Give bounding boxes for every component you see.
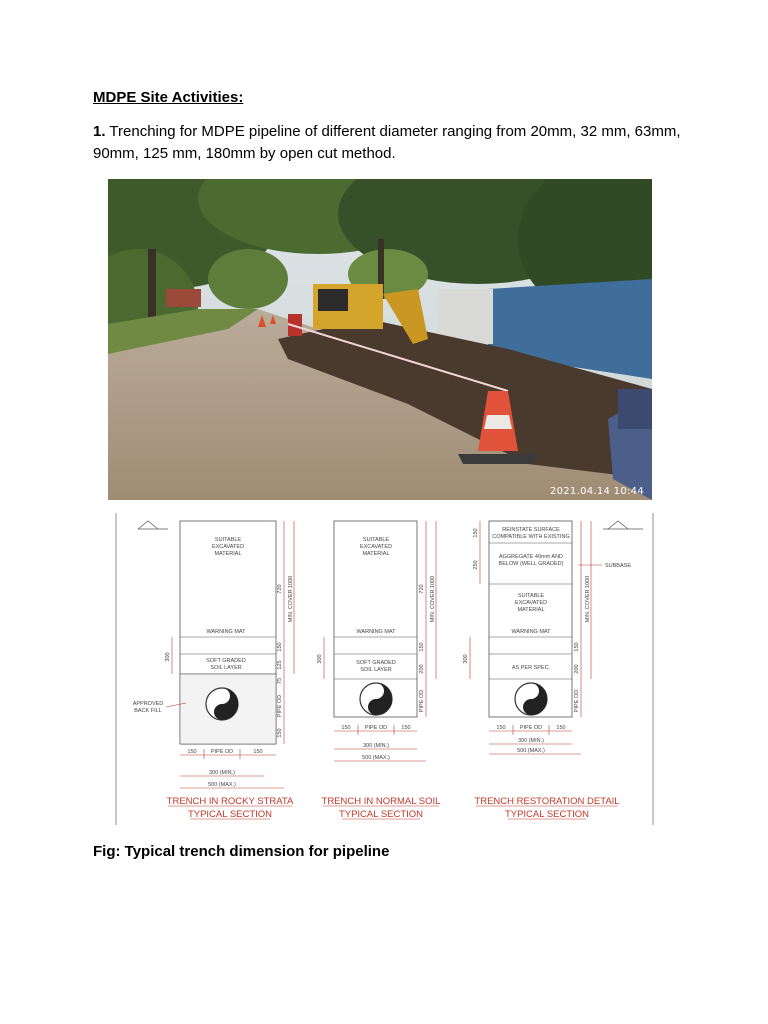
section-subtitle-2: TYPICAL SECTION [338, 809, 424, 820]
top-fill-line-2: EXCAVATED [359, 544, 393, 550]
dim-75: 75 [277, 677, 283, 685]
surface-line-1: REINSTATE SURFACE [502, 527, 560, 533]
max-width-label: 500 (MAX.) [517, 748, 545, 754]
bedding-line-1: SOFT GRADED [356, 660, 396, 666]
dim-pipe-od-vertical: PIPE OD [419, 689, 425, 713]
section-restoration-detail [463, 521, 643, 820]
warning-mat-label: WARNING MAT [206, 629, 246, 635]
section-rocky-strata [133, 521, 294, 820]
bottom-dim-pipe-od: PIPE OD [210, 749, 234, 755]
item-number: 1. [93, 123, 106, 140]
section-title-1: TRENCH IN ROCKY STRATA [166, 796, 294, 807]
bedding-line-2: SOIL LAYER [210, 665, 242, 671]
ground-symbol-icon [608, 521, 628, 529]
warning-mat-label: WARNING MAT [356, 629, 396, 635]
side-note-line-1: APPROVED [132, 701, 164, 707]
bottom-dim-pipe-od: PIPE OD [364, 725, 388, 731]
site-photo-illustration [108, 179, 652, 500]
min-width-label: 300 (MIN.) [363, 743, 389, 749]
surface-line-2: COMPATIBLE WITH EXISTING [492, 534, 570, 540]
max-width-label: 500 (MAX.) [208, 782, 236, 788]
dim-min-cover: MIN. COVER 1000 [288, 575, 294, 623]
top-fill-line-2: EXCAVATED [514, 600, 548, 606]
dim-150: 150 [574, 642, 580, 652]
dim-150: 150 [419, 642, 425, 652]
trench-drawing-svg [108, 509, 660, 829]
bottom-dim-150-left: 150 [496, 725, 506, 731]
page-heading: MDPE Site Activities: [93, 89, 244, 106]
bedding-line-1: SOFT GRADED [206, 658, 246, 664]
site-photo [108, 179, 652, 500]
bottom-dim-150-left: 150 [341, 725, 351, 731]
bottom-dim-150-left: 150 [187, 749, 197, 755]
min-width-label: 300 (MIN.) [518, 738, 544, 744]
dim-left-300: 300 [165, 652, 171, 662]
item-text: Trenching for MDPE pipeline of different diameter ranging from 20mm, 32 mm, 63mm, 90mm, 125 mm, 180mm by open cut method. [93, 123, 681, 162]
pipe-symbol-icon [515, 683, 547, 715]
section-subtitle-3: TYPICAL SECTION [504, 809, 590, 820]
dim-720: 720 [277, 584, 283, 594]
top-fill-line-3: MATERIAL [362, 551, 390, 557]
section-title-3: TRENCH RESTORATION DETAIL [474, 796, 620, 807]
dim-min-cover: MIN. COVER 1000 [585, 575, 591, 623]
section-subtitle-1: TYPICAL SECTION [187, 809, 273, 820]
dim-720: 720 [419, 584, 425, 594]
top-fill-line-1: SUITABLE [362, 537, 390, 543]
ground-symbol-icon [138, 521, 158, 529]
bottom-dim-150-right: 150 [556, 725, 566, 731]
side-note-line-2: BACK FILL [134, 708, 162, 714]
dim-200: 200 [419, 664, 425, 674]
dim-left-250: 250 [473, 560, 479, 570]
top-fill-line-2: EXCAVATED [211, 544, 245, 550]
dim-left-150: 150 [473, 528, 479, 538]
dim-left-300: 300 [317, 654, 323, 664]
trench-drawing [108, 509, 660, 829]
bottom-dim-150-right: 150 [401, 725, 411, 731]
section-normal-soil [317, 521, 440, 820]
dim-150-b: 150 [277, 728, 283, 738]
dim-200: 200 [574, 664, 580, 674]
figure-caption: Fig: Typical trench dimension for pipeline [93, 843, 390, 860]
dim-min-cover: MIN. COVER 1000 [430, 575, 436, 623]
dim-150-a: 150 [277, 642, 283, 652]
bottom-dim-150-right: 150 [253, 749, 263, 755]
photo-timestamp: 2021.04.14 10:44 [549, 486, 644, 497]
top-fill-line-3: MATERIAL [517, 607, 545, 613]
pipe-symbol-icon [360, 683, 392, 715]
bedding-line-1: AS PER SPEC. [511, 665, 551, 671]
aggregate-line-2: BELOW (WELL GRADED) [498, 561, 564, 567]
section-title-2: TRENCH IN NORMAL SOIL [321, 796, 441, 807]
activity-paragraph [93, 121, 683, 165]
top-fill-line-1: SUITABLE [517, 593, 545, 599]
bedding-line-2: SOIL LAYER [360, 667, 392, 673]
max-width-label: 500 (MAX.) [362, 755, 390, 761]
bottom-dim-pipe-od: PIPE OD [519, 725, 543, 731]
subbase-label: SUBBASE [605, 563, 631, 569]
dim-pipe-od-vertical: PIPE OD [574, 689, 580, 713]
min-width-label: 300 (MIN.) [209, 770, 235, 776]
top-fill-line-3: MATERIAL [214, 551, 242, 557]
top-fill-line-1: SUITABLE [214, 537, 242, 543]
aggregate-line-1: AGGREGATE 40mm AND [498, 554, 564, 560]
dim-left-300: 300 [463, 654, 469, 664]
dim-pipe-od-vertical: PIPE OD [277, 694, 283, 718]
dim-125: 125 [277, 660, 283, 670]
warning-mat-label: WARNING MAT [511, 629, 551, 635]
pipe-symbol-icon [206, 688, 238, 720]
